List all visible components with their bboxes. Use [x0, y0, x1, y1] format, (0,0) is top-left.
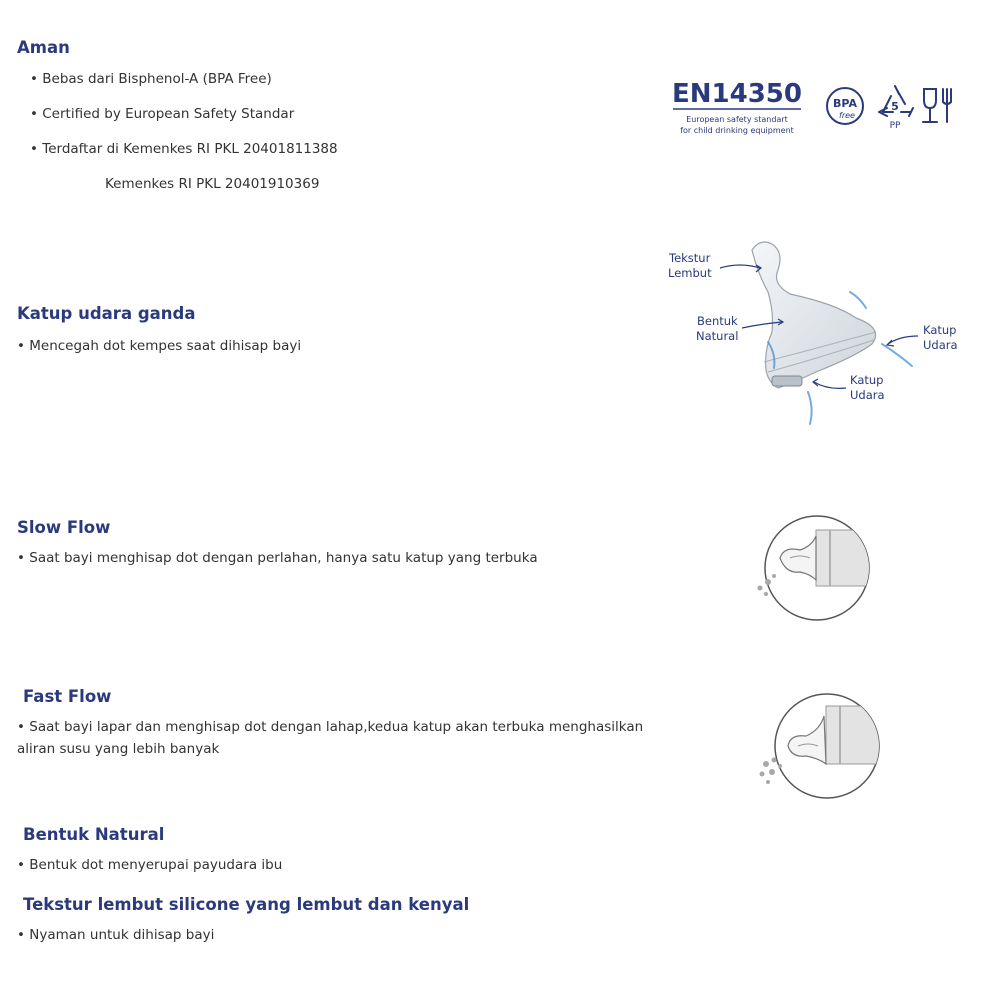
en14350-line2: for child drinking equipment	[680, 126, 794, 135]
heading-slow-flow: Slow Flow	[17, 518, 111, 537]
aman-item-bpa: • Bebas dari Bisphenol-A (BPA Free)	[30, 71, 272, 87]
aman-item-certified: • Certified by European Safety Standar	[30, 106, 295, 122]
bentuk-natural-text: • Bentuk dot menyerupai payudara ibu	[17, 857, 283, 873]
svg-text:free: free	[839, 111, 855, 120]
svg-text:PP: PP	[889, 121, 901, 131]
heading-katup-udara-ganda: Katup udara ganda	[17, 304, 196, 323]
en14350-code: EN14350	[672, 79, 802, 109]
en14350-line1: European safety standart	[686, 115, 788, 124]
slow-flow-illustration	[750, 512, 875, 627]
svg-text:5: 5	[891, 100, 899, 113]
food-safe-icon	[923, 89, 951, 122]
heading-aman: Aman	[17, 38, 70, 57]
katup-text: • Mencegah dot kempes saat dihisap bayi	[17, 338, 302, 354]
fast-flow-text: • Saat bayi lapar dan menghisap dot dengan lahap,kedua katup akan terbuka menghasilkan aliran susu yang lebih banyak	[17, 719, 644, 757]
tekstur-text: • Nyaman untuk dihisap bayi	[17, 927, 215, 943]
label-bentuk-1: Bentuk	[697, 314, 738, 328]
slow-flow-text: • Saat bayi menghisap dot dengan perlahan, hanya satu katup yang terbuka	[17, 550, 538, 566]
aman-item-kemenkes-2: Kemenkes RI PKL 20401910369	[105, 176, 320, 192]
en14350-logo	[672, 79, 802, 135]
heading-tekstur: Tekstur lembut silicone yang lembut dan kenyal	[23, 895, 470, 914]
teat-illustration	[752, 242, 876, 388]
bpa-free-icon	[827, 88, 863, 124]
label-katup-bottom-1: Katup	[850, 373, 884, 387]
certification-badges	[665, 72, 965, 142]
label-katup-right-2: Udara	[923, 338, 958, 352]
heading-fast-flow: Fast Flow	[23, 687, 112, 706]
recycle-pp-icon	[879, 86, 913, 131]
svg-text:BPA: BPA	[833, 97, 857, 110]
aman-item-kemenkes-1: • Terdaftar di Kemenkes RI PKL 20401811388	[30, 141, 338, 157]
label-katup-right-1: Katup	[923, 323, 957, 337]
label-bentuk-2: Natural	[696, 329, 739, 343]
label-tekstur-1: Tekstur	[669, 251, 711, 265]
fast-flow-illustration	[752, 690, 882, 802]
label-tekstur-2: Lembut	[668, 266, 712, 280]
heading-bentuk-natural: Bentuk Natural	[23, 825, 165, 844]
label-katup-bottom-2: Udara	[850, 388, 885, 402]
teat-diagram	[660, 232, 970, 437]
